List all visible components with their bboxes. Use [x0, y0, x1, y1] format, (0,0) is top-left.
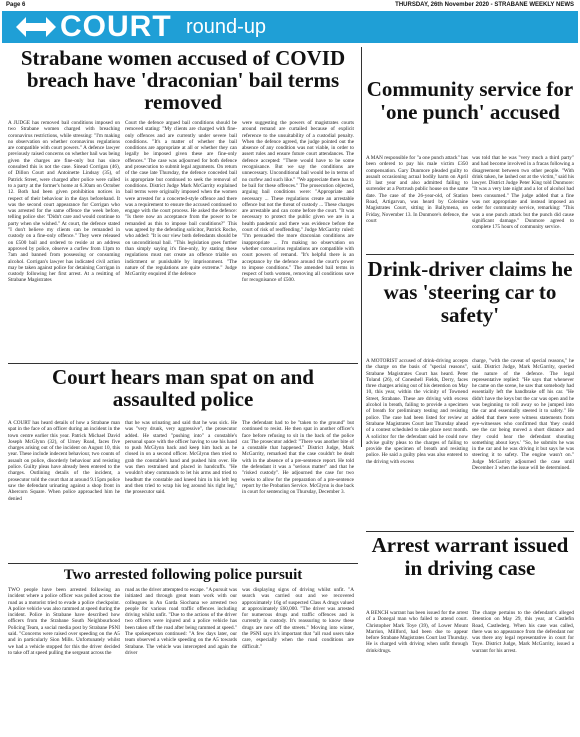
pursuit-col-2: road as the driver attempted to escape. "A pursuit was initiated and through great team work with our colleagues in An Garda Siochana we arrested two people for various road traffic offences including driving whilst unfit. "Due to the actions of the driver two officers were injured and a police vehicle has been taken off the road after being rammed at speed." The spokesperson continued: "A few days later, our team observed a vehicle speeding on the A5 towards Strabane. The vehicle was intercepted and again the driver — [125, 587, 237, 656]
date-line: THURSDAY, 26th November 2020 - STRABANE WEEKLY NEWS — [395, 2, 574, 8]
driver-col-2: charge, "with the caveat of special reasons," he said. District Judge, Mark McGarrity, queried the nature of the defence. The legal representative replied: "He says that whenever he came on the scene, he saw that somebody had essentially left the handbrake off his car. "He didn't have the keys but the car was open and he was beginning to roll away so he jumped into the car and essentially steered it to safety." He added that there were witness statements from eye-witnesses who confirmed that 'they could see the car being moved a short distance and they could hear the defendant shouting something about keys.' "So, he submits he was in the car and he was driving it but says he was steering it to safety. The engine wasn't on." Judge McGarrity adjourned the case until December 3 when the issue will be determined. — [472, 358, 574, 472]
court-roundup-banner — [2, 11, 578, 43]
driver-headline: Drink-driver claims he was 'steering car to safety' — [367, 257, 573, 327]
spat-col-3: The defendant had to be "taken to the ground" but continued to resist. He then spat in another officer's face before refusing to sit in the back of the police car. The prosecutor added: "There was another bite of a constable that happened." District Judge, Mark McGarrity, remarked that the case couldn't be dealt with in the absence of a pre-sentence report. He told the defendant it was a "serious matter" and that he "risked custody". He adjourned the case for two weeks to allow for the preparation of a pre-sentence report by the Probation Service. McGlynn is due back in court for sentencing on Thursday, December 3. — [242, 420, 354, 496]
warrant-col-2: The charge pertains to the defendant's alleged detention on May 29, this year, at Castlefin Road, Castlederg. When his case was called, there was no appearance from the defendant nor was there any legal representative in court for Toye. District Judge, Mark McGarrity, issued a warrant for his arrest. — [472, 610, 574, 654]
community-headline: Community service for 'one punch' accused — [366, 77, 574, 124]
bail-col-2: Court the defence argued bail conditions should be removed stating: "My clients are charged with fine-only offences and are currently under severe bail conditions. "It's a matter of whether the bail conditions are appropriate at all or whether they can legally be imposed given these are fine-only offences." The case was adjourned for both defence and prosecution to submit legal arguments. On return of the case late Thursday, the defence conceded bail is appropriate but continued to seek the removal of conditions. District Judge Mark McGarrity explained bail terms were originally imposed when the women were arrested for a concerted-style offence and there was a requirement to ensure the accused continued to engage with the court process. He asked the defence: "Is there now an acceptance from the power to be remanded as this to impose bail conditions?" This was agreed by the defending solicitor, Patrick Roche, who added: "It is our view both defendants should be on unconditional bail. "This legislation goes further than simply saying it's fine-only, by stating these regulations must not create an offence triable on indictment or punishable by imprisonment. "The nature of the regulations are quite extreme." Judge McGarrity enquired if the defence — [125, 120, 237, 278]
bail-headline: Strabane women accused of COVID breach have 'draconian' bail terms removed — [20, 46, 346, 114]
community-col-1: A MAN responsible for "a one punch attack" has been ordered to pay his male victim £350 compensation. Gary Dunmore pleaded guilty to assault occasioning actual bodily harm on April 21 last year and also admitted failing to surrender at a Portrush public house on the same date. The case of the 26-year-old, of Station Road, Artigarvan, was heard by Coleraine Magistrates Court, sitting in Ballymena, on Friday, November 13. In Dunmore's defence, the court — [366, 155, 468, 224]
bail-col-1: A JUDGE has removed bail conditions imposed on two Strabane women charged with breaching coronavirus restrictions, while stressing: "I'm making no observation on whether coronavirus regulations are compatible with court powers." A defence lawyer previously raised concerns on whether bail was being given the charges are fine-only but has since consulted this is not the case. Sinead Corrigan (46), of Dillon Court and Antoinette Lindsay (35), of Patrick Street, were charged after police were called to a party at the former's home at 6.30am on October 12. Both had been given prohibition notices in respect of their behaviour in the days beforehand. It was the second court appearance for Corrigan who was arrested for the same offence the week before, telling police she: "Didn't care and would continue to party when she wished." At court, the defence stated "I don't believe my clients can be remanded in custody on a fine-only offence." They were released on £500 bail and ordered to reside at an address approved by police, observe a curfew from 11pm to 7am and banned from possessing or consuming alcohol. Corrigan's lawyer has indicated civil action may be taken against police for detaining Corrigan in custody following her first arrest. At a resitting of Strabane Magistrates — [8, 120, 120, 284]
page-header — [6, 2, 574, 10]
bail-col-3: were suggesting the powers of magistrates courts around remand are curtailed because of explicit reference to the unsuitability of a custodial penalty. When the defence agreed, the judge pointed out the absence of any condition was not viable, in order to assert rules and ensure future court attendances. The defence accepted: "There would have to be some recognisance. But we say the conditions are unnecessary. Unconditional bail would be in terms of no curfew and such like." "We appreciate there has to be bail for these offences." The prosecution objected, arguing bail conditions were: "Appropriate and necessary ... These regulations create an arrestable offence but not the threat of custody ... These charges are arrestable and can come before the court. "It was necessary to protect the public given we are in a health pandemic and there was evidence before the court of risk of reoffending." Judge McGarrity ruled: "I'm persuaded the more draconian conditions are inappropriate ... I'm making no observation on whether coronavirus regulations are compatible with court powers of remand. "It's helpful there is an acceptance by the defence around the court's power to impose conditions." The amended bail terms in respect of both women, removing all conditions save for recognisance of £500. — [242, 120, 354, 284]
court-roundup-mark-icon — [16, 15, 56, 39]
pursuit-col-3: was displaying signs of driving whilst unfit. "A search was carried out and we recovered approximately 16g of suspected Class A drugs valued at approximately £60,000. "The driver was arrested for numerous drugs and traffic offences and is currently in custody. It's reassuring to know these drugs are now off the streets." Moving into winter, the PSNI says it's important that "all road users take care, especially when the road conditions are difficult." — [242, 587, 354, 650]
warrant-col-1: A BENCH warrant has been issued for the arrest of a Donegal man who failed to attend court. Christopher Mark Toye (39), of Lower Mount Marrion, Millford, had been due to appear before Strabane Magistrates Court last Thursday. He is charged with driving when unfit through drink/drugs. — [366, 610, 468, 654]
page-number: Page 6 — [6, 2, 26, 8]
driver-col-1: A MOTORIST accused of drink-driving accepts the charge on the basis of "special reasons", Strabane Magistrates Court has heard. Peter Toland (26), of Coneshell Fields, Derry, faces three charges arising out of his detention on May 10, this year, within the vicinity of Townend Street, Strabane. These are driving with excess alcohol in breath, failing to provide a specimen of breath for preliminary testing and resisting police. The case had been listed for review at Strabane Magistrates Court last Thursday ahead of a contest scheduled to take place next month. A solicitor for the defendant said he could now advise guilty pleas to the charges of failing to provide the specimen of breath and resisting police. He said a guilty plea was also entered to the driving with excess — [366, 358, 468, 465]
section-rule — [8, 363, 358, 364]
pursuit-col-1: TWO people have been arrested following an incident where a police officer was pulled across the road as a motorist tried to evade a police checkpoint. A police vehicle was also rammed at speed during the incident. Police in Strabane have described how officers from the Strabane South Neighbourhood Policing Team, a social media post by Strabane PSNI said. "Concerns were raised over speeding on the A5 and in particularly Sion Mills. Unfortunately whilst we had a vehicle stopped for this the driver decided to take off at speed pulling the sergeant across the — [8, 587, 120, 656]
spat-col-2: that he was urinating and said that he was sick. He was "very drunk, very aggressive", the prosecutor added. He started "pushing into" a constable's personal space with the officer having to use his hand to push McGlynn back and keep him back as he closed in on a second officer. McGlynn then tried to grab the constable's hand and pushed him over. He was then restrained and placed in handcuffs. "He wouldn't obey commands to let his arms and tried to headbutt the constable and kneed him in his left leg and then tried to wrap his leg around his right leg," the prosecutor said. — [125, 420, 237, 496]
banner-title: COURT — [60, 10, 172, 43]
section-rule — [366, 531, 574, 532]
banner-subtitle: round-up — [186, 16, 267, 38]
column-divider — [361, 47, 362, 447]
warrant-headline: Arrest warrant issued in driving case — [371, 533, 569, 580]
pursuit-headline: Two arrested following police pursuit — [63, 567, 303, 583]
spat-headline: Court hears man spat on and assaulted police — [52, 365, 314, 411]
spat-col-1: A COURT has heard details of how a Strabane man spat in the face of an officer during an incident in the town centre earlier this year. Patrick Michael David Joseph McGlynn (32), of Urney Road, faces five charges arising out of the incident on August 10, this year. These include indecent behaviour, two counts of assault on police, disorderly behaviour and resisting police. Guilty pleas have already been entered to the charges. Outlining details of the incident, a prosecutor told the court that at around 9.15pm police saw the defendant urinating against a shop front in Abercorn Square. When police approached him he denied — [8, 420, 120, 502]
community-col-2: was told that he was "very much a third party" and had become involved in a fracas following a disagreement between two other people. "With drink taken, he lashed out at the victim," said his lawyer. District Judge Peter King told Dunmore: "It was a very late night and a lot of alcohol had been consumed." The judge added that a fine was not appropriate and instead imposed an order for community service, remarking: "This was a one punch attack but the punch did cause significant damage." Dunmore agreed to complete 175 hours of community service. — [472, 155, 574, 231]
section-rule — [8, 563, 358, 564]
section-rule — [366, 254, 574, 255]
